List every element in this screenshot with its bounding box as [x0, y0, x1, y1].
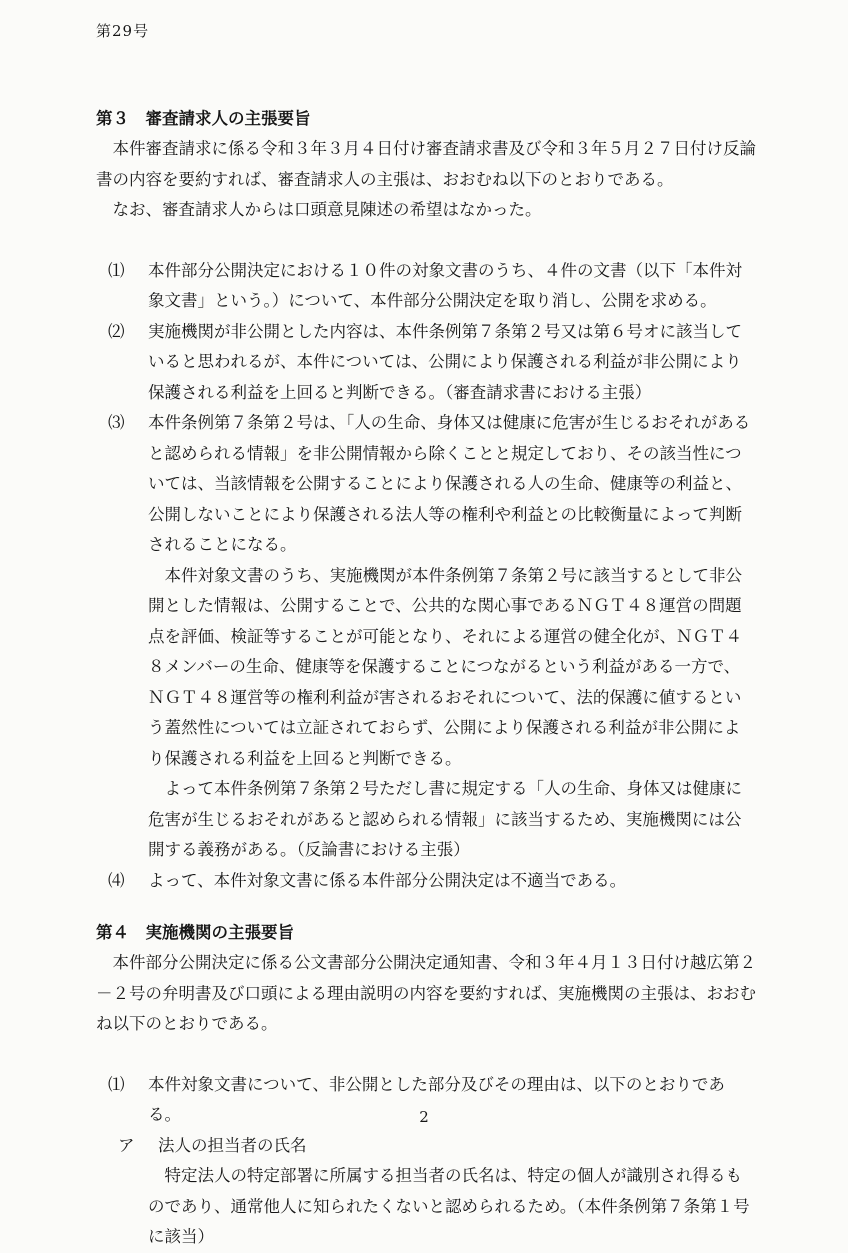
- item-text: 実施機関が非公開とした内容は、本件条例第７条第２号又は第６号オに該当していると思われるが、本件については、公開により保護される利益が非公開により保護される利益を上回ると判断できる。（審査請求書における主張）: [148, 321, 742, 402]
- item-number: ⑵: [108, 321, 125, 341]
- section4-heading: 第４ 実施機関の主張要旨: [96, 923, 294, 942]
- item-number: ⑶: [108, 413, 125, 432]
- sub-item: [118, 1131, 756, 1162]
- list-item: [96, 866, 756, 897]
- item-text: 本件対象文書について、非公開とした部分及びその理由は、以下のとおりである。: [148, 1074, 725, 1124]
- item-text: 本件部分公開決定における１０件の対象文書のうち、４件の文書（以下「本件対象文書」という。）について、本件部分公開決定を取り消し、公開を求める。: [148, 260, 742, 310]
- item-body: [148, 408, 756, 866]
- spacer: [96, 226, 756, 256]
- item-text: 本件条例第７条第２号は、「人の生命、身体又は健康に危害が生じるおそれがあると認められる情報」を非公開情報から除くことと規定しており、その該当性については、当該情報を公開することにより保護される人の生命、健康等の利益と、公開しないことにより保護される法人等の権利や利益との比較衡量によって判断されることになる。: [148, 413, 751, 554]
- item-number: ⑷: [108, 870, 125, 890]
- page-number: 2: [419, 1108, 429, 1126]
- list-item: [96, 256, 756, 317]
- spacer: [96, 896, 756, 918]
- section3-intro-note: なお、審査請求人からは口頭意見陳述の希望はなかった。: [112, 200, 542, 219]
- item-number: ⑴: [108, 260, 125, 280]
- item-number: ⑴: [108, 1074, 125, 1094]
- sub-item-text: 特定法人の特定部署に所属する担当者の氏名は、特定の個人が識別され得るものであり、通常他人に知られたくないと認められるため。（本件条例第７条第１号に該当）: [148, 1166, 750, 1246]
- list-item: [96, 408, 756, 866]
- item-text: よって、本件対象文書に係る本件部分公開決定は不適当である。: [148, 870, 627, 890]
- spacer: [96, 1040, 756, 1070]
- section4-intro: 本件部分公開決定に係る公文書部分公開決定通知書、令和３年４月１３日付け越広第２－２号の弁明書及び口頭による理由説明の内容を要約すれば、実施機関の主張は、おおむね以下のとおりである。: [96, 953, 756, 1033]
- section3-heading: 第３ 審査請求人の主張要旨: [96, 109, 311, 128]
- item-text-conclusion: よって本件条例第７条第２号ただし書に規定する「人の生命、身体又は健康に危害が生じるおそれがあると認められる情報」に該当するため、実施機関には公開する義務がある。（反論書における主張）: [148, 779, 742, 859]
- sub-item-label: ア: [118, 1135, 135, 1155]
- document-number: 第29号: [96, 22, 150, 40]
- sub-item-title: 法人の担当者の氏名: [158, 1135, 307, 1155]
- list-item: [96, 317, 756, 409]
- document-body: [96, 104, 756, 1253]
- section3-intro: 本件審査請求に係る令和３年３月４日付け審査請求書及び令和３年５月２７日付け反論書の内容を要約すれば、審査請求人の主張は、おおむね以下のとおりである。: [96, 139, 756, 189]
- item-text-continued: 本件対象文書のうち、実施機関が本件条例第７条第２号に該当するとして非公開とした情報は、公開することで、公共的な関心事であるＮＧＴ４８運営の問題点を評価、検証等することが可能となり、それによる運営の健全化が、ＮＧＴ４８メンバーの生命、健康等を保護することにつながるという利益がある一方で、ＮＧＴ４８運営等の権利利益が害されるおそれについて、法的保護に値するという蓋然性については立証されておらず、公開により保護される利益が非公開により保護される利益を上回ると判断できる。: [148, 565, 742, 768]
